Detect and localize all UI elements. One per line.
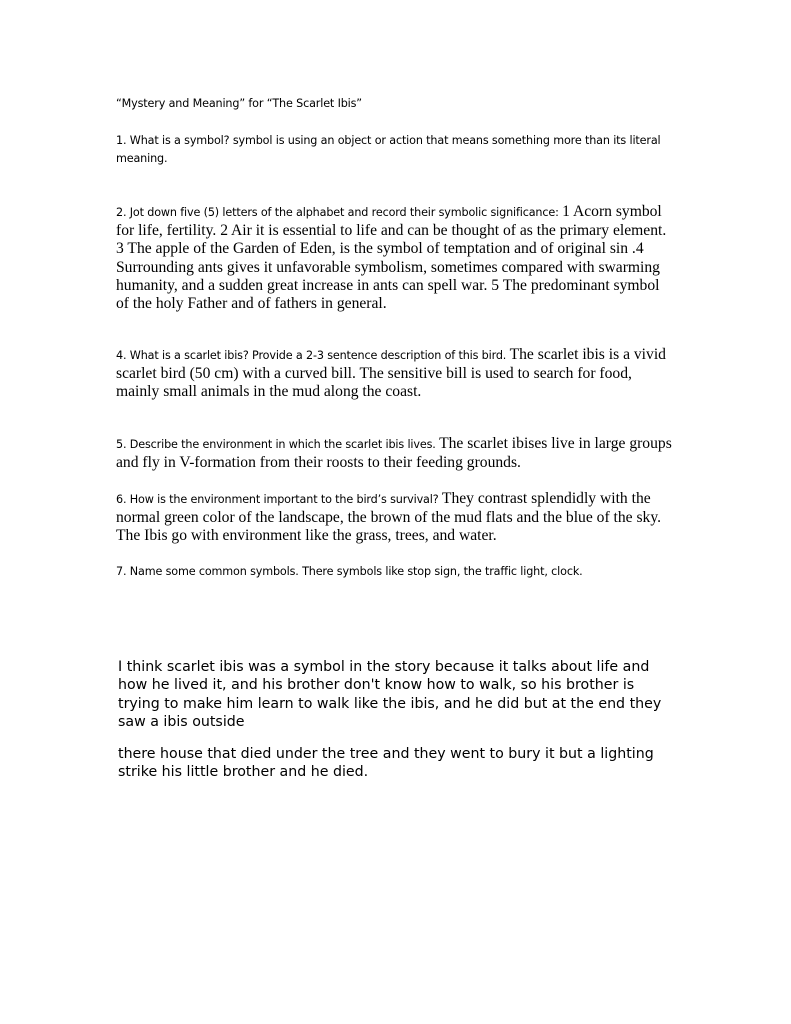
question-5: [116, 435, 676, 472]
question-1: [116, 132, 676, 168]
question-4-answer: The scarlet ibis is a vivid scarlet bird (50 cm) with a curved bill. The sensitive bill is used to search for food, mainly small animals in the mud along the coast.: [116, 346, 666, 401]
question-7-prompt: 7. Name some common symbols. There symbols like stop sign, the traffic light, clock.: [116, 565, 583, 578]
document-title: “Mystery and Meaning” for “The Scarlet Ibis”: [116, 97, 362, 110]
question-4: [116, 346, 676, 402]
question-4-prompt: 4. What is a scarlet ibis? Provide a 2-3 sentence description of this bird.: [116, 349, 510, 362]
question-5-prompt: 5. Describe the environment in which the scarlet ibis lives.: [116, 438, 440, 451]
essay-paragraph-1: I think scarlet ibis was a symbol in the story because it talks about life and how he lived it, and his brother don't know how to walk, so his brother is trying to make him learn to walk like the ibis, and he did but at the end they saw a ibis outside: [118, 659, 662, 730]
question-2: [116, 203, 676, 313]
question-7: [116, 563, 676, 581]
question-6-prompt: 6. How is the environment important to the bird’s survival?: [116, 493, 442, 506]
question-2-answer: 1 Acorn symbol for life, fertility. 2 Air it is essential to life and can be thought of as the primary element. 3 The apple of the Garden of Eden, is the symbol of temptation and of original sin .4 Surrounding ants gives it unfavorable symbolism, sometimes compared with swarming humanity, and a sudden great increase in ants can spell war. 5 The predominant symbol of the holy Father and of fathers in general.: [116, 203, 667, 313]
question-1-prompt: 1. What is a symbol? symbol is using an object or action that means something more than its literal meaning.: [116, 134, 661, 165]
essay-paragraph-2: there house that died under the tree and they went to bury it but a lighting strike his little brother and he died.: [118, 746, 654, 781]
question-2-prompt: 2. Jot down five (5) letters of the alphabet and record their symbolic significance:: [116, 206, 563, 219]
question-6-answer: They contrast splendidly with the normal green color of the landscape, the brown of the mud flats and the blue of the sky. The Ibis go with environment like the grass, trees, and water.: [116, 490, 662, 545]
question-6: [116, 490, 676, 546]
question-5-answer: The scarlet ibises live in large groups and fly in V-formation from their roosts to their feeding grounds.: [116, 435, 672, 472]
